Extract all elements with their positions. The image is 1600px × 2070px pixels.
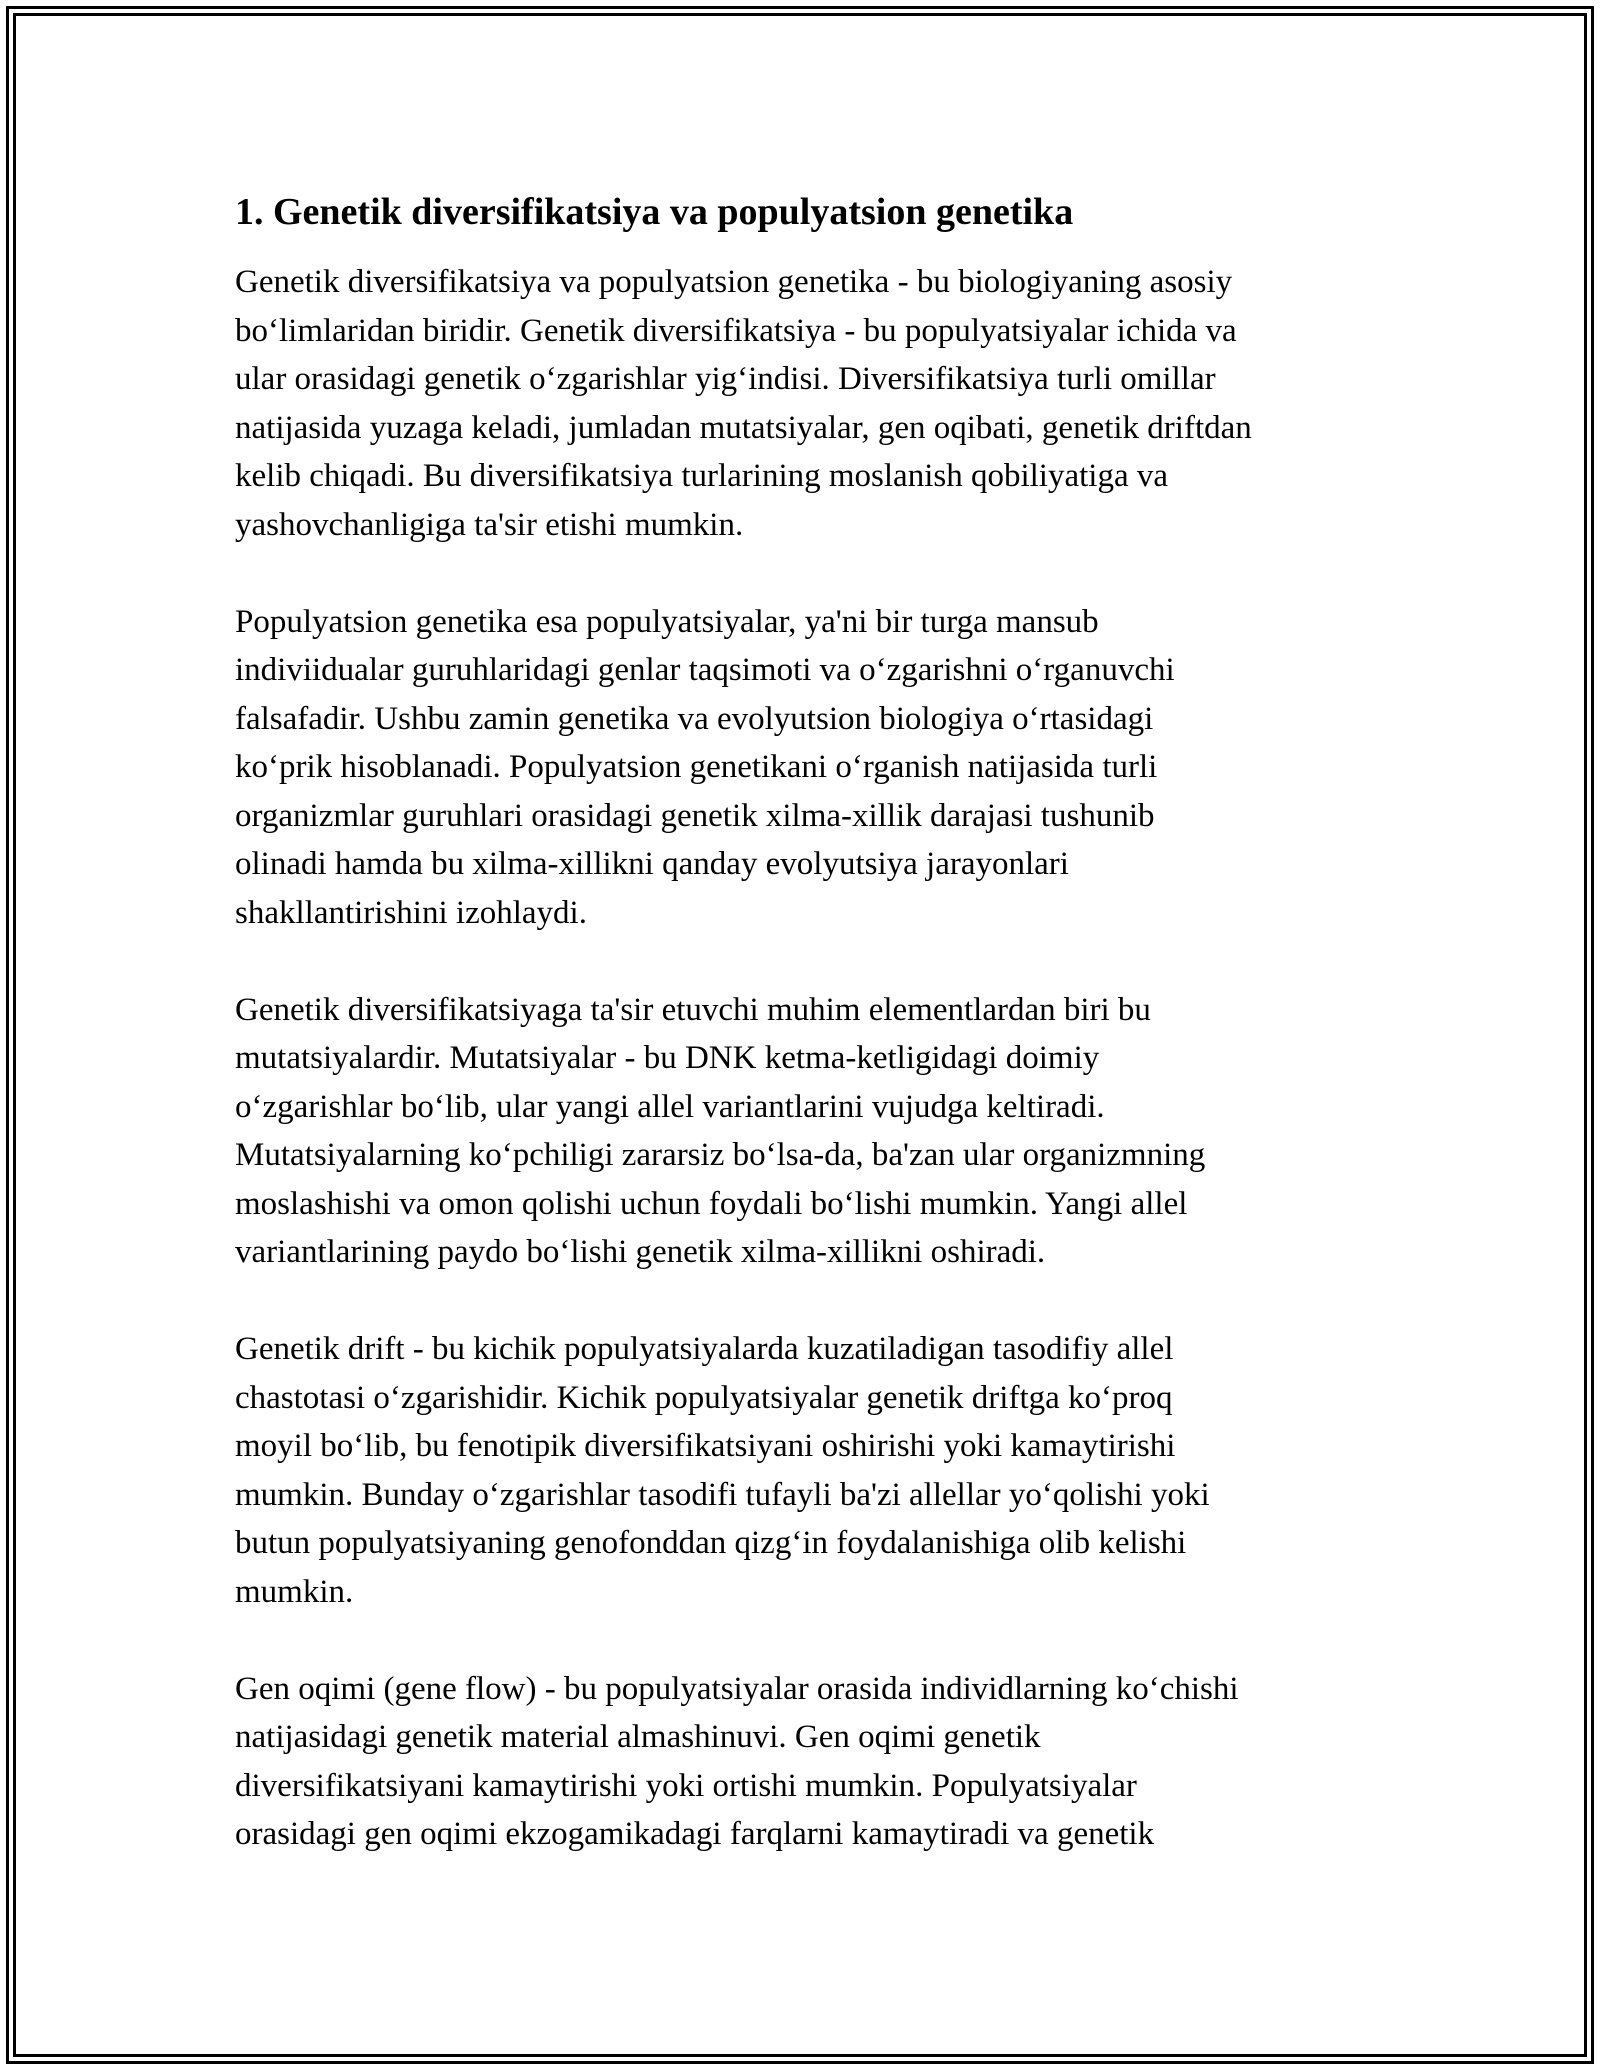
text-line: Populyatsion genetika esa populyatsiyalar, ya'ni bir turga mansub [235,603,1099,640]
text-line: yashovchanligiga ta'sir etishi mumkin. [235,506,744,543]
text-line: natijasida yuzaga keladi, jumladan mutatsiyalar, gen oqibati, genetik driftdan [235,409,1252,446]
text-line: bo‘limlaridan biridir. Genetik diversifikatsiya - bu populyatsiyalar ichida va [235,312,1237,349]
text-line: organizmlar guruhlari orasidagi genetik xilma-xillik darajasi tushunib [235,797,1155,834]
document-body [235,186,1375,1859]
text-line: Mutatsiyalarning ko‘pchiligi zararsiz bo‘lsa-da, ba'zan ular organizmning [235,1137,1206,1173]
paragraph-2 [235,598,1375,938]
paragraph-3 [235,986,1375,1277]
text-line: chastotasi o‘zgarishidir. Kichik populyatsiyalar genetik driftga ko‘proq [235,1379,1173,1416]
text-line: moslashishi va omon qolishi uchun foydali bo‘lishi mumkin. Yangi allel [235,1185,1188,1222]
text-line: variantlarining paydo bo‘lishi genetik xilma-xillikni oshiradi. [235,1234,1046,1270]
text-line: moyil bo‘lib, bu fenotipik diversifikatsiyani oshirishi yoki kamaytirishi [235,1428,1176,1464]
text-line: falsafadir. Ushbu zamin genetika va evolyutsion biologiya o‘rtasidagi [235,700,1154,737]
text-line: olinadi hamda bu xilma-xillikni qanday evolyutsiya jarayonlari [235,846,1069,882]
paragraph-1 [235,258,1375,549]
text-line: Genetik diversifikatsiyaga ta'sir etuvchi muhim elementlardan biri bu [235,991,1151,1028]
text-line: orasidagi gen oqimi ekzogamikadagi farqlarni kamaytiradi va genetik [235,1816,1155,1852]
text-line: mutatsiyalardir. Mutatsiyalar - bu DNK ketma-ketligidagi doimiy [235,1040,1100,1076]
text-line: Genetik drift - bu kichik populyatsiyalarda kuzatiladigan tasodifiy allel [235,1331,1174,1367]
text-line: indiviidualar guruhlaridagi genlar taqsimoti va o‘zgarishni o‘rganuvchi [235,652,1175,688]
text-line: ko‘prik hisoblanadi. Populyatsion genetikani o‘rganish natijasida turli [235,749,1158,785]
text-line: butun populyatsiyaning genofonddan qizg‘in foydalanishiga olib kelishi [235,1525,1187,1561]
paragraph-4 [235,1325,1375,1616]
paragraph-5 [235,1665,1375,1859]
text-line: shakllantirishini izohlaydi. [235,894,587,931]
text-line: kelib chiqadi. Bu diversifikatsiya turlarining moslanish qobiliyatiga va [235,458,1168,494]
text-line: Gen oqimi (gene flow) - bu populyatsiyalar orasida individlarning ko‘chishi [235,1670,1239,1707]
text-line: mumkin. Bunday o‘zgarishlar tasodifi tufayli ba'zi allellar yo‘qolishi yoki [235,1476,1210,1513]
text-line: natijasidagi genetik material almashinuvi. Gen oqimi genetik [235,1719,1041,1755]
text-line: Genetik diversifikatsiya va populyatsion genetika - bu biologiyaning asosiy [235,264,1233,300]
text-line: o‘zgarishlar bo‘lib, ular yangi allel variantlarini vujudga keltiradi. [235,1088,1105,1125]
text-line: mumkin. [235,1573,354,1610]
text-line: diversifikatsiyani kamaytirishi yoki ortishi mumkin. Populyatsiyalar [235,1767,1137,1804]
text-line: ular orasidagi genetik o‘zgarishlar yig‘indisi. Diversifikatsiya turli omillar [235,361,1216,397]
section-heading: 1. Genetik diversifikatsiya va populyatsion genetika [235,191,1074,233]
